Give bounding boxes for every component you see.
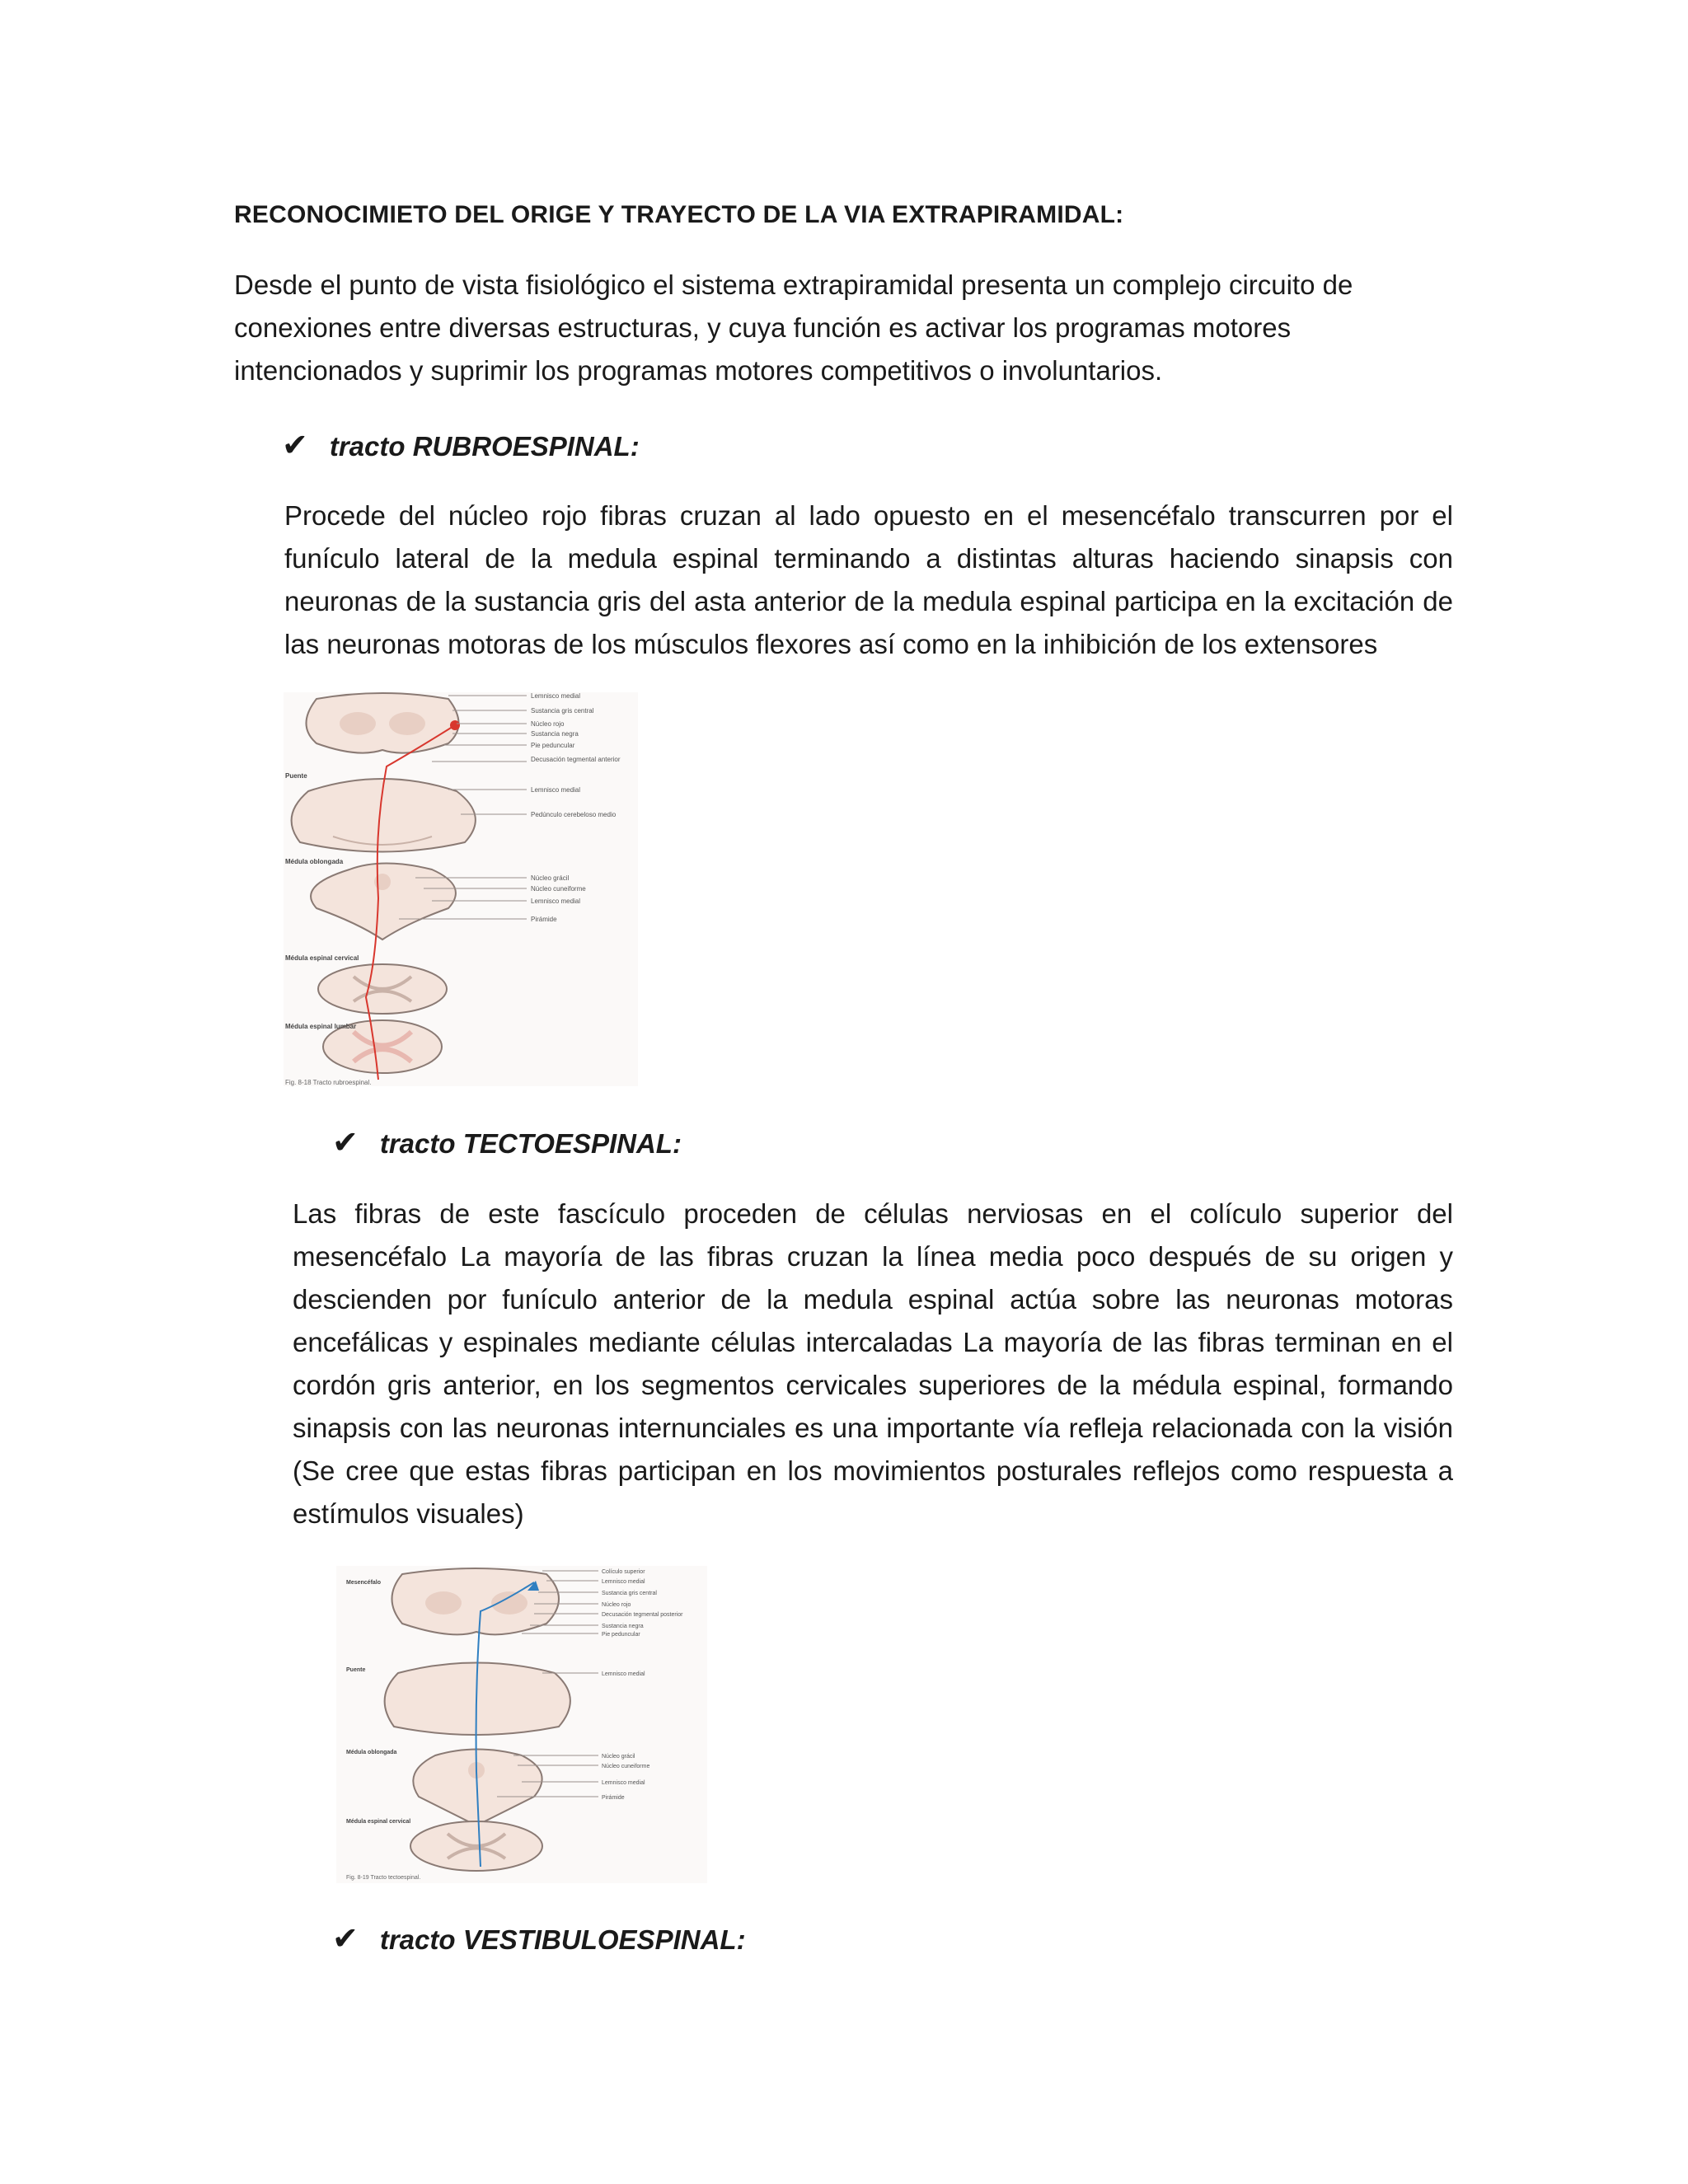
intro-paragraph — [234, 264, 1470, 392]
figure-label: Sustancia negra — [531, 730, 579, 738]
section-title-text: tracto TECTOESPINAL: — [379, 1128, 682, 1159]
figure-label: Pie peduncular — [602, 1632, 640, 1638]
figure-label: Puente — [346, 1667, 366, 1673]
intro-line: Desde el punto de vista fisiológico el sistema extrapiramidal presenta un complejo circuito de — [234, 269, 1353, 300]
checkmark-icon: ✔ — [332, 1922, 359, 1957]
figure-label: Colículo superior — [602, 1569, 645, 1575]
checkmark-icon: ✔ — [332, 1126, 359, 1160]
figure-label: Lemnisco medial — [531, 898, 581, 905]
figure-label: Lemnisco medial — [602, 1671, 645, 1677]
section-title-rubroespinal — [282, 427, 640, 464]
intro-line: conexiones entre diversas estructuras, y cuya función es activar los programas motores — [234, 312, 1292, 343]
rubroespinal-diagram — [284, 692, 638, 1086]
figure-label: Decusación tegmental anterior — [531, 756, 621, 763]
intro-line: intencionados y suprimir los programas motores competitivos o involuntarios. — [234, 355, 1163, 386]
figure-label: Lemnisco medial — [531, 692, 581, 700]
figure-label: Núcleo grácil — [602, 1754, 635, 1760]
figure-label: Lemnisco medial — [602, 1780, 645, 1786]
tectoespinal-paragraph: Las fibras de este fascículo proceden de células nerviosas en el colículo superior del mesencéfalo La mayoría de las fibras cruzan la línea media poco después de su origen y descienden por funículo anterior de la medula espinal actúa sobre las neuronas motoras encefálicas y espinales mediante células intercaladas La mayoría de las fibras terminan en el cordón gris anterior, en los segmentos cervicales superiores de la médula espinal, formando sinapsis con las neuronas internunciales es una importante vía refleja relacionada con la visión (Se cree que estas fibras participan en los movimientos posturales reflejos como respuesta a estímulos visuales) — [293, 1198, 1453, 1529]
tectoespinal-figure — [336, 1566, 707, 1883]
figure-label: Sustancia negra — [602, 1624, 644, 1629]
figure-label: Núcleo grácil — [531, 874, 570, 882]
rubroespinal-figure — [284, 692, 638, 1086]
figure-label: Médula espinal cervical — [285, 954, 359, 962]
section-title-vestibuloespinal — [332, 1920, 746, 1957]
rubroespinal-paragraph: Procede del núcleo rojo fibras cruzan al lado opuesto en el mesencéfalo transcurren por el funículo lateral de la medula espinal terminando a distintas alturas haciendo sinapsis con neuronas de la sustancia gris del asta anterior de la medula espinal participa en la excitación de las neuronas motoras de los músculos flexores así como en la inhibición de los extensores — [284, 500, 1453, 659]
figure-label: Puente — [285, 772, 307, 780]
checkmark-icon: ✔ — [282, 429, 308, 463]
figure-label: Pedúnculo cerebeloso medio — [531, 811, 617, 818]
figure-label: Mesencéfalo — [346, 1580, 382, 1586]
figure-label: Sustancia gris central — [602, 1591, 657, 1596]
figure-label: Médula espinal lumbar — [285, 1023, 357, 1030]
section-title-tectoespinal — [332, 1124, 682, 1161]
figure-caption: Fig. 8-19 Tracto tectoespinal. — [346, 1875, 421, 1881]
figure-label: Pirámide — [531, 916, 557, 923]
section-title-text: tracto VESTIBULOESPINAL: — [379, 1924, 746, 1955]
figure-label: Lemnisco medial — [531, 786, 581, 794]
tectoespinal-diagram — [336, 1566, 707, 1883]
section-title-text: tracto RUBROESPINAL: — [329, 431, 640, 462]
figure-label: Pie peduncular — [531, 742, 575, 749]
figure-label: Núcleo rojo — [602, 1602, 631, 1608]
figure-caption: Fig. 8-18 Tracto rubroespinal. — [285, 1079, 372, 1086]
figure-label: Sustancia gris central — [531, 707, 594, 715]
figure-label: Núcleo rojo — [531, 720, 565, 728]
figure-label: Núcleo cuneiforme — [602, 1764, 650, 1769]
figure-label: Núcleo cuneiforme — [531, 885, 586, 893]
figure-label: Médula oblongada — [285, 858, 344, 865]
figure-label: Pirámide — [602, 1795, 625, 1801]
figure-label: Lemnisco medial — [602, 1579, 645, 1585]
figure-label: Médula oblongada — [346, 1750, 397, 1755]
document-heading: RECONOCIMIETO DEL ORIGE Y TRAYECTO DE LA VIA EXTRAPIRAMIDAL: — [234, 201, 1124, 228]
figure-label: Médula espinal cervical — [346, 1819, 411, 1825]
figure-label: Decusación tegmental posterior — [602, 1612, 683, 1618]
